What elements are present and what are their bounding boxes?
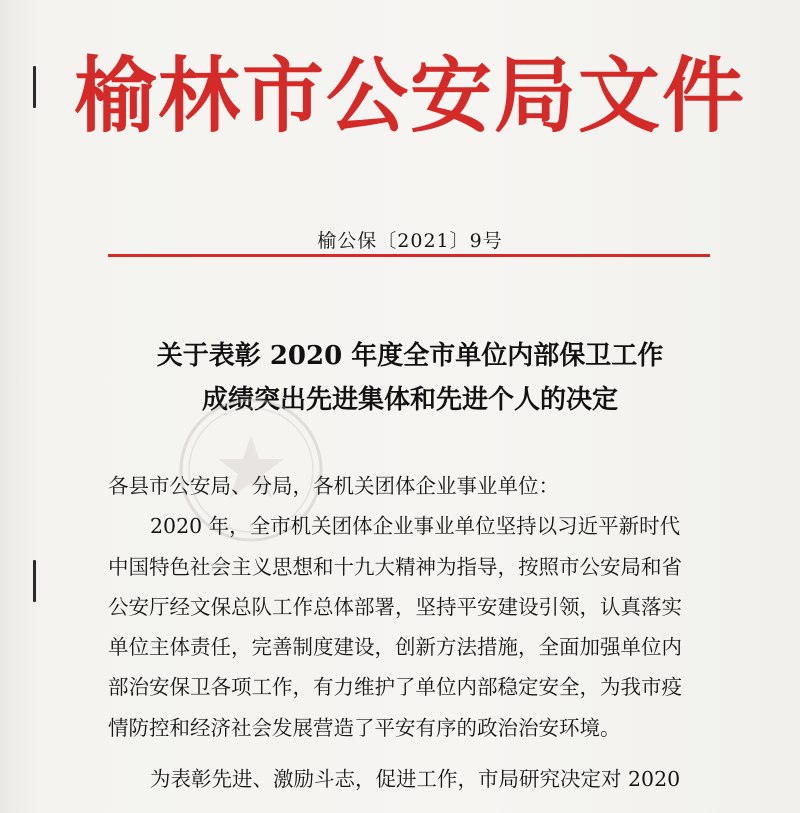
binding-mark bbox=[33, 66, 36, 108]
document-title-line-1: 关于表彰 2020 年度全市单位内部保卫工作 bbox=[156, 341, 664, 371]
salutation: 各县市公安局、分局，各机关团体企业事业单位： bbox=[108, 474, 559, 498]
paragraph-line: 公安厅经文保总队工作总体部署，坚持平安建设引领，认真落实 bbox=[108, 595, 682, 619]
masthead-title: 榆林市公安局文件 bbox=[74, 49, 747, 144]
paragraph-line: 情防控和经济社会发展营造了平安有序的政治治安环境。 bbox=[108, 716, 621, 740]
paragraph-line: 部治安保卫各项工作，有力维护了单位内部稳定安全，为我市疫 bbox=[108, 675, 682, 699]
paragraph-line: 单位主体责任，完善制度建设，创新方法措施，全面加强单位内 bbox=[108, 635, 682, 659]
document-number: 榆公保〔2021〕9号 bbox=[317, 230, 503, 252]
document-title-line-2: 成绩突出先进集体和先进个人的决定 bbox=[201, 385, 618, 415]
binding-mark bbox=[33, 560, 36, 602]
red-separator-rule bbox=[108, 254, 710, 257]
paragraph-line: 2020 年，全市机关团体企业事业单位坚持以习近平新时代 bbox=[150, 514, 681, 538]
paragraph-line: 中国特色社会主义思想和十九大精神为指导，按照市公安局和省 bbox=[108, 555, 682, 579]
paragraph-line: 为表彰先进、激励斗志，促进工作，市局研究决定对 2020 bbox=[150, 767, 681, 791]
